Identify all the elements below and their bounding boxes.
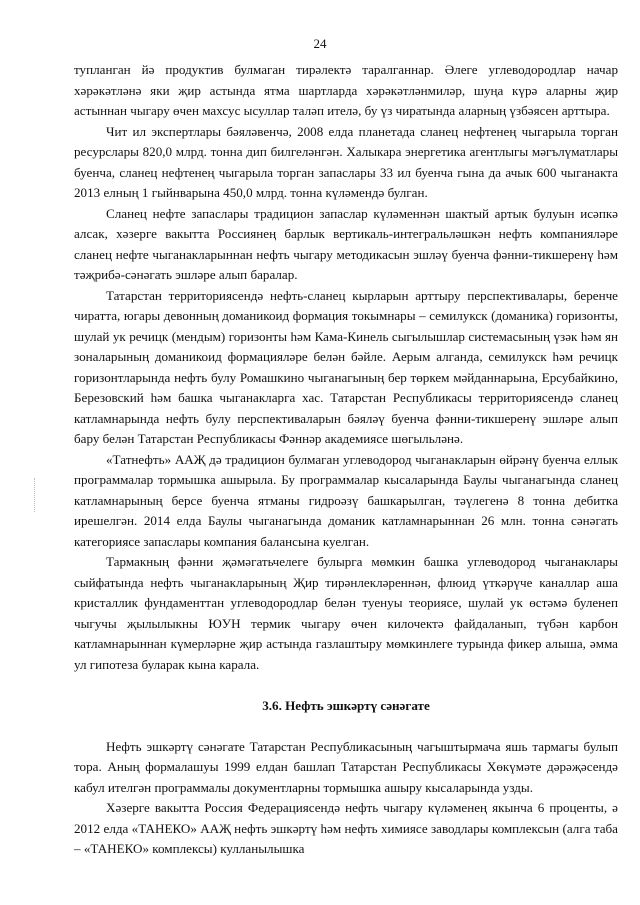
paragraph-tatarstan-prospects: Татарстан территориясендә нефть-сланец кырларын арттыру перспективалары, беренче чиратта, югары девонның доманикоид формация токымнары – семилукск (доманика) горизонты, шулай ук речицк (мендым) горизонты һәм Кама-Кинель сыгылышлар системасының үзәк һәм ян зоналарының доманикоид формацияләре белән бәйле. Аерым алганда, семилукск һәм речицк горизонтларында нефть булу Ромашкино чыганагының бер төркем мәйданнарына, Ерсубайкино, Березовский һәм башка чыганакларга хас. Татарстан Республикасы территориясендә сланец катламнарында нефть булу перспективаларын бәяләү буенча фәнни-тикшеренү эшләре алып бару белән Татарстан Республикасы Фәннәр академиясе шөгыльләнә. [74, 287, 618, 446]
section-heading: 3.6. Нефть эшкәртү сәнәгате [262, 698, 430, 713]
paragraph-shale-resources: Чит ил экспертлары бәяләвенчә, 2008 елда планетада сланец нефтенең чыгарыла торган ресурслары 820,0 млрд. тонна дип билгеләнгән. Халыкара энергетика агентлыгы мәгълүматлары буенча, сланец нефтенең чыгарыла торган запаслары 33 ил буенча гына да ачык 600 чыганакта 2013 елның 1 гыйнварына 450,0 млрд. тонна күләмендә булган. [74, 123, 618, 200]
paragraph-taneko: Хәзерге вакытта Россия Федерациясендә нефть чыгару күләменең якынча 6 проценты, ә 2012 елда «ТАНЕКО» ААҖ нефть эшкәртү һәм нефть химиясе заводлары комплексын (алга таба – «ТАНЕКО» комплексы) кулланылышка [74, 800, 618, 856]
body-text [74, 60, 618, 860]
margin-mark [34, 478, 37, 512]
page-number: 24 [313, 36, 327, 51]
paragraph-continued: тупланган йә продуктив булмаган тирәлектә таралганнар. Әлеге углеводородлар начар хәрәкәтләнә яки җир астында ятма шартларда хәрәкәтләнмиләр, шуңа күрә аларны җир астыннан чыгару өчен махсус ысуллар таләп ителә, бу үз чиратында аларның үзбәясен арттыра. [74, 62, 618, 118]
paragraph-shale-reserves: Сланец нефте запаслары традицион запаслар күләменнән шактый артык булуын исәпкә алсак, хәзерге вакытта Россиянең барлык вертикаль-интегральләшкән нефть компанияләре сланец нефте чыганакларыннан нефть чыгару методикасын эшләү буенча фәнни-тикшеренү һәм тәҗрибә-сәнәгать эшләре алып баралар. [74, 205, 618, 282]
paragraph-scientific-community: Тармакның фәнни җәмәгатьчелеге булырга мөмкин башка углеводород чыганаклары сыйфатында нефть чыганакларының Җир тирәнлекләреннән, флюид үткәрүче каналлар аша кристаллик фундаменттан углеводородлар белән туенуы теориясе, шулай ук өстәмә буленеп чыгучы җылылыкны ЮУН термик чыгару өчен килочектә файдаланып, түбән карбон катламнарыннан күмерләрне җир астында газлаштыру мөмкинлеге турында фикер алыша, әмма ул гипотеза буларак кына карала. [74, 554, 618, 672]
paragraph-tatneft-programs: «Татнефть» ААҖ дә традицион булмаган углеводород чыганакларын өйрәнү буенча еллык программалар тормышка ашырыла. Бу программалар кысаларында Баулы чыганагында сланец катламнарының берсе буенча ятманы гидроәзү башкарылган, тәүлегенә 8 тонна дебитка ирешелгән. 2014 елда Баулы чыганагында доманик катламнарыннан 26 млн. тонна сәнәгать категориясе запаслары компания балансына куелган. [74, 451, 618, 549]
paragraph-refining-industry: Нефть эшкәртү сәнәгате Татарстан Республикасының чагыштырмача яшь тармагы булып тора. Аның формалашуы 1999 елдан башлап Татарстан Республикасы Хөкүмәте дәрәҗәсендә кабул ителгән программалы документларны тормышка ашыру кысаларында узды. [74, 738, 618, 795]
